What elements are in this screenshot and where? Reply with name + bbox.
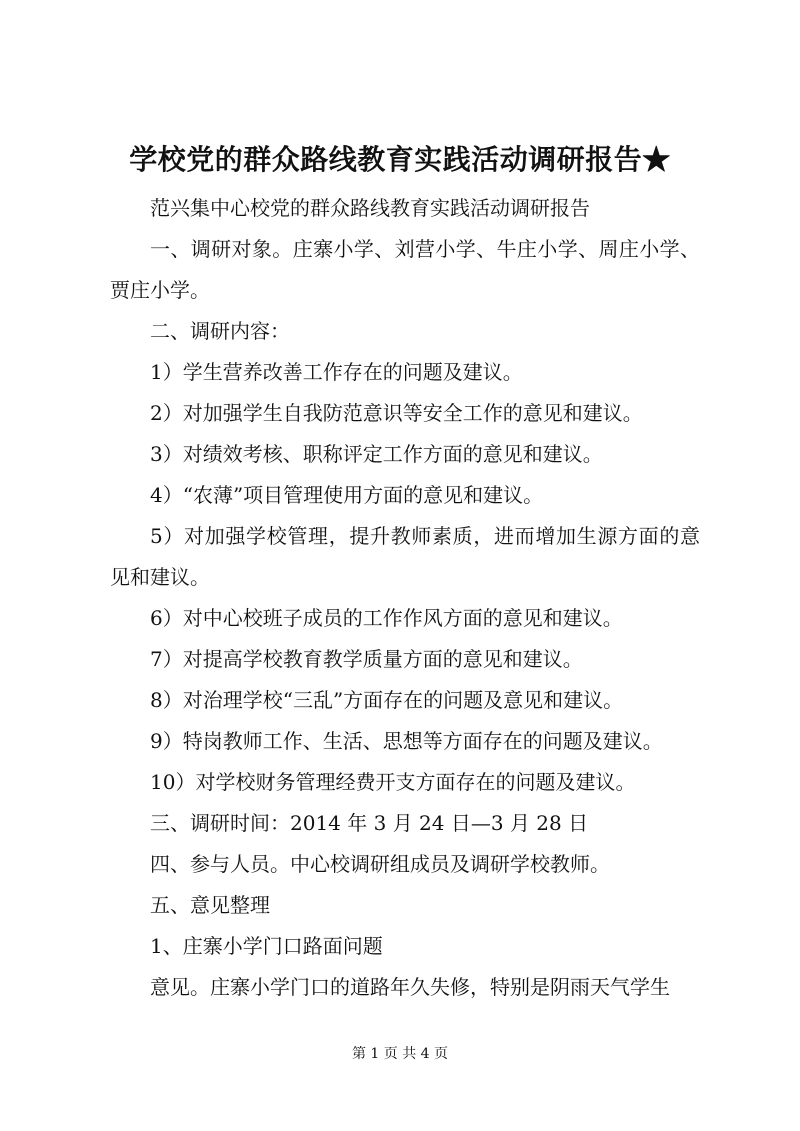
paragraph: 四、参与人员。中心校调研组成员及调研学校教师。 (150, 852, 610, 876)
paragraph: 范兴集中心校党的群众路线教育实践活动调研报告 (150, 196, 590, 220)
paragraph: 6）对中心校班子成员的工作作风方面的意见和建议。 (150, 606, 623, 630)
paragraph: 意见。庄寨小学门口的道路年久失修，特别是阴雨天气学生 (150, 975, 670, 999)
document-title: 学校党的群众路线教育实践活动调研报告★ (129, 143, 671, 176)
paragraph: 1）学生营养改善工作存在的问题及建议。 (150, 360, 523, 384)
paragraph: 2）对加强学生自我防范意识等安全工作的意见和建议。 (150, 401, 643, 425)
paragraph: 5）对加强学校管理，提升教师素质，进而增加生源方面的意见和建议。 (110, 524, 700, 589)
paragraph: 五、意见整理 (150, 893, 270, 917)
paragraph: 三、调研时间：2014 年 3 月 24 日—3 月 28 日 (150, 811, 589, 835)
paragraph: 8）对治理学校“三乱”方面存在的问题及意见和建议。 (150, 688, 624, 712)
paragraph: 7）对提高学校教育教学质量方面的意见和建议。 (150, 647, 583, 671)
paragraph: 10）对学校财务管理经费开支方面存在的问题及建议。 (150, 770, 636, 794)
paragraph: 9）特岗教师工作、生活、思想等方面存在的问题及建议。 (150, 729, 663, 753)
paragraph: 1、庄寨小学门口路面问题 (150, 934, 383, 958)
page-footer: 第 1 页 共 4 页 (351, 1046, 449, 1062)
paragraph: 一、调研对象。庄寨小学、刘营小学、牛庄小学、周庄小学、贾庄小学。 (110, 237, 700, 302)
paragraph: 4）“农薄”项目管理使用方面的意见和建议。 (150, 483, 544, 507)
paragraph: 3）对绩效考核、职称评定工作方面的意见和建议。 (150, 442, 603, 466)
paragraph: 二、调研内容： (150, 319, 290, 343)
document-body (110, 188, 700, 1008)
